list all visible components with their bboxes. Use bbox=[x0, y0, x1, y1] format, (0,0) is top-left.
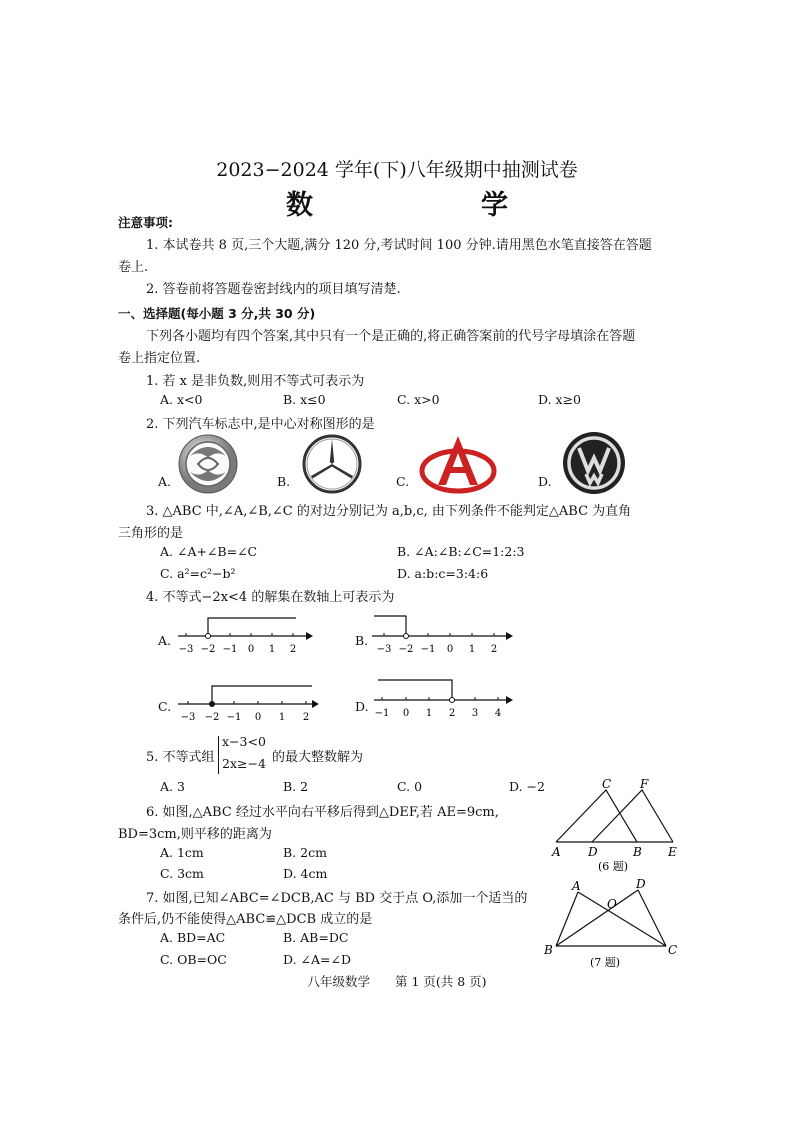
tick-label: −1 bbox=[222, 644, 238, 655]
q6-option-c: C. 3cm bbox=[160, 866, 204, 881]
point-label-d: D bbox=[636, 878, 646, 891]
q2-option-a: A. bbox=[158, 474, 172, 489]
tick-label: 0 bbox=[402, 708, 410, 719]
q4-option-c: C. bbox=[158, 699, 172, 714]
q7-option-a: A. BD=AC bbox=[160, 930, 226, 945]
q3-option-d: D. a:b:c=3:4:6 bbox=[397, 566, 489, 581]
point-label-b: B bbox=[633, 845, 642, 859]
q4-option-b: B. bbox=[355, 633, 369, 648]
q6-figure bbox=[546, 774, 686, 876]
q6-stem-cont: BD=3cm,则平移的距离为 bbox=[118, 827, 272, 842]
q1-option-a: A. x<0 bbox=[160, 392, 203, 407]
page-footer: 八年级数学 第 1 页(共 8 页) bbox=[307, 974, 487, 989]
number-line-b bbox=[370, 612, 515, 656]
q5-stem-post: 的最大整数解为 bbox=[272, 750, 364, 765]
tick-label: 0 bbox=[254, 712, 262, 723]
tick-label: −2 bbox=[200, 644, 216, 655]
q7-stem-cont: 条件后,仍不能使得△ABC≌△DCB 成立的是 bbox=[118, 912, 373, 927]
tick-label: −3 bbox=[376, 644, 392, 655]
point-label-c: C bbox=[668, 943, 678, 957]
q5-option-a: A. 3 bbox=[160, 779, 185, 794]
q5-inequality-1: x−3<0 bbox=[222, 734, 266, 749]
q1-option-c: C. x>0 bbox=[397, 392, 440, 407]
q3-stem-cont: 三角形的是 bbox=[118, 526, 184, 541]
q3-option-a: A. ∠A+∠B=∠C bbox=[160, 544, 258, 559]
q6-stem: 6. 如图,△ABC 经过水平向右平移后得到△DEF,若 AE=9cm, bbox=[146, 805, 499, 820]
tick-label: −2 bbox=[204, 712, 220, 723]
point-label-d: D bbox=[588, 845, 598, 859]
q4-stem: 4. 不等式−2x<4 的解集在数轴上可表示为 bbox=[146, 590, 395, 605]
q1-option-d: D. x≥0 bbox=[538, 392, 581, 407]
tick-label: 0 bbox=[446, 644, 454, 655]
q6-option-b: B. 2cm bbox=[283, 845, 327, 860]
tick-label: −2 bbox=[398, 644, 414, 655]
tick-label: 1 bbox=[468, 644, 476, 655]
q5-inequality-2: 2x≥−4 bbox=[222, 756, 266, 771]
section-intro-cont: 卷上指定位置. bbox=[118, 351, 201, 366]
q7-figure-caption: (7 题) bbox=[590, 956, 621, 969]
number-line-a bbox=[176, 612, 316, 656]
tick-label: 2 bbox=[289, 644, 297, 655]
q5-stem-pre: 5. 不等式组 bbox=[146, 750, 215, 765]
q7-stem: 7. 如图,已知∠ABC=∠DCB,AC 与 BD 交于点 O,添加一个适当的 bbox=[146, 891, 528, 906]
q2-stem: 2. 下列汽车标志中,是中心对称图形的是 bbox=[146, 417, 375, 432]
q2-option-c: C. bbox=[396, 474, 410, 489]
tick-label: 0 bbox=[247, 644, 255, 655]
exam-title: 2023−2024 学年(下)八年级期中抽测试卷 bbox=[216, 159, 578, 181]
q2-option-b: B. bbox=[277, 474, 291, 489]
point-label-a: A bbox=[572, 879, 581, 893]
volkswagen-logo bbox=[562, 431, 626, 495]
tick-label: −1 bbox=[420, 644, 436, 655]
q5-option-d: D. −2 bbox=[509, 779, 545, 794]
tick-label: −3 bbox=[180, 712, 196, 723]
notice-heading: 注意事项: bbox=[118, 215, 173, 230]
q1-option-b: B. x≤0 bbox=[283, 392, 326, 407]
tick-label: 2 bbox=[448, 708, 456, 719]
q7-figure bbox=[540, 878, 682, 970]
q5-option-c: C. 0 bbox=[397, 779, 423, 794]
subject-title: 数 学 bbox=[286, 190, 546, 221]
notice-item-1-cont: 卷上. bbox=[118, 260, 149, 275]
q3-option-c: C. a²=c²−b² bbox=[160, 566, 236, 581]
tick-label: 1 bbox=[268, 644, 276, 655]
tick-label: −1 bbox=[226, 712, 242, 723]
section-heading: 一、选择题(每小题 3 分,共 30 分) bbox=[118, 306, 316, 321]
tick-label: −3 bbox=[178, 644, 194, 655]
q1-stem: 1. 若 x 是非负数,则用不等式可表示为 bbox=[146, 374, 365, 389]
q6-option-a: A. 1cm bbox=[160, 845, 204, 860]
notice-item-1: 1. 本试卷共 8 页,三个大题,满分 120 分,考试时间 100 分钟.请用黑色水笔直接答在答题 bbox=[146, 238, 652, 253]
section-intro: 下列各小题均有四个答案,其中只有一个是正确的,将正确答案前的代号字母填涂在答题 bbox=[146, 329, 636, 344]
point-label-b: B bbox=[544, 943, 553, 957]
dongfeng-logo bbox=[176, 434, 240, 494]
tick-label: 1 bbox=[278, 712, 286, 723]
notice-item-2: 2. 答卷前将答题卷密封线内的项目填写清楚. bbox=[146, 282, 401, 297]
chery-logo bbox=[418, 433, 498, 495]
q3-stem: 3. △ABC 中,∠A,∠B,∠C 的对边分别记为 a,b,c, 由下列条件不能判定△ABC 为直角 bbox=[146, 504, 632, 519]
number-line-d bbox=[372, 676, 517, 720]
q7-option-b: B. AB=DC bbox=[283, 930, 349, 945]
q7-option-c: C. OB=OC bbox=[160, 952, 227, 967]
q6-figure-caption: (6 题) bbox=[598, 860, 629, 873]
q7-option-d: D. ∠A=∠D bbox=[283, 952, 351, 967]
tick-label: 4 bbox=[494, 708, 502, 719]
tick-label: −1 bbox=[374, 708, 390, 719]
q4-option-d: D. bbox=[355, 699, 369, 714]
q5-option-b: B. 2 bbox=[283, 779, 309, 794]
point-label-a: A bbox=[552, 845, 561, 859]
q4-option-a: A. bbox=[158, 633, 172, 648]
point-label-e: E bbox=[668, 845, 677, 859]
tick-label: 1 bbox=[425, 708, 433, 719]
point-label-f: F bbox=[640, 777, 649, 791]
tick-label: 2 bbox=[302, 712, 310, 723]
point-label-c: C bbox=[602, 777, 612, 791]
q2-option-d: D. bbox=[538, 474, 552, 489]
system-brace bbox=[218, 736, 219, 774]
point-label-o: O bbox=[607, 897, 617, 911]
q6-option-d: D. 4cm bbox=[283, 866, 328, 881]
tick-label: 2 bbox=[490, 644, 498, 655]
q3-option-b: B. ∠A:∠B:∠C=1:2:3 bbox=[397, 544, 525, 559]
number-line-c bbox=[176, 680, 321, 724]
tick-label: 3 bbox=[471, 708, 479, 719]
mercedes-logo bbox=[301, 434, 363, 494]
